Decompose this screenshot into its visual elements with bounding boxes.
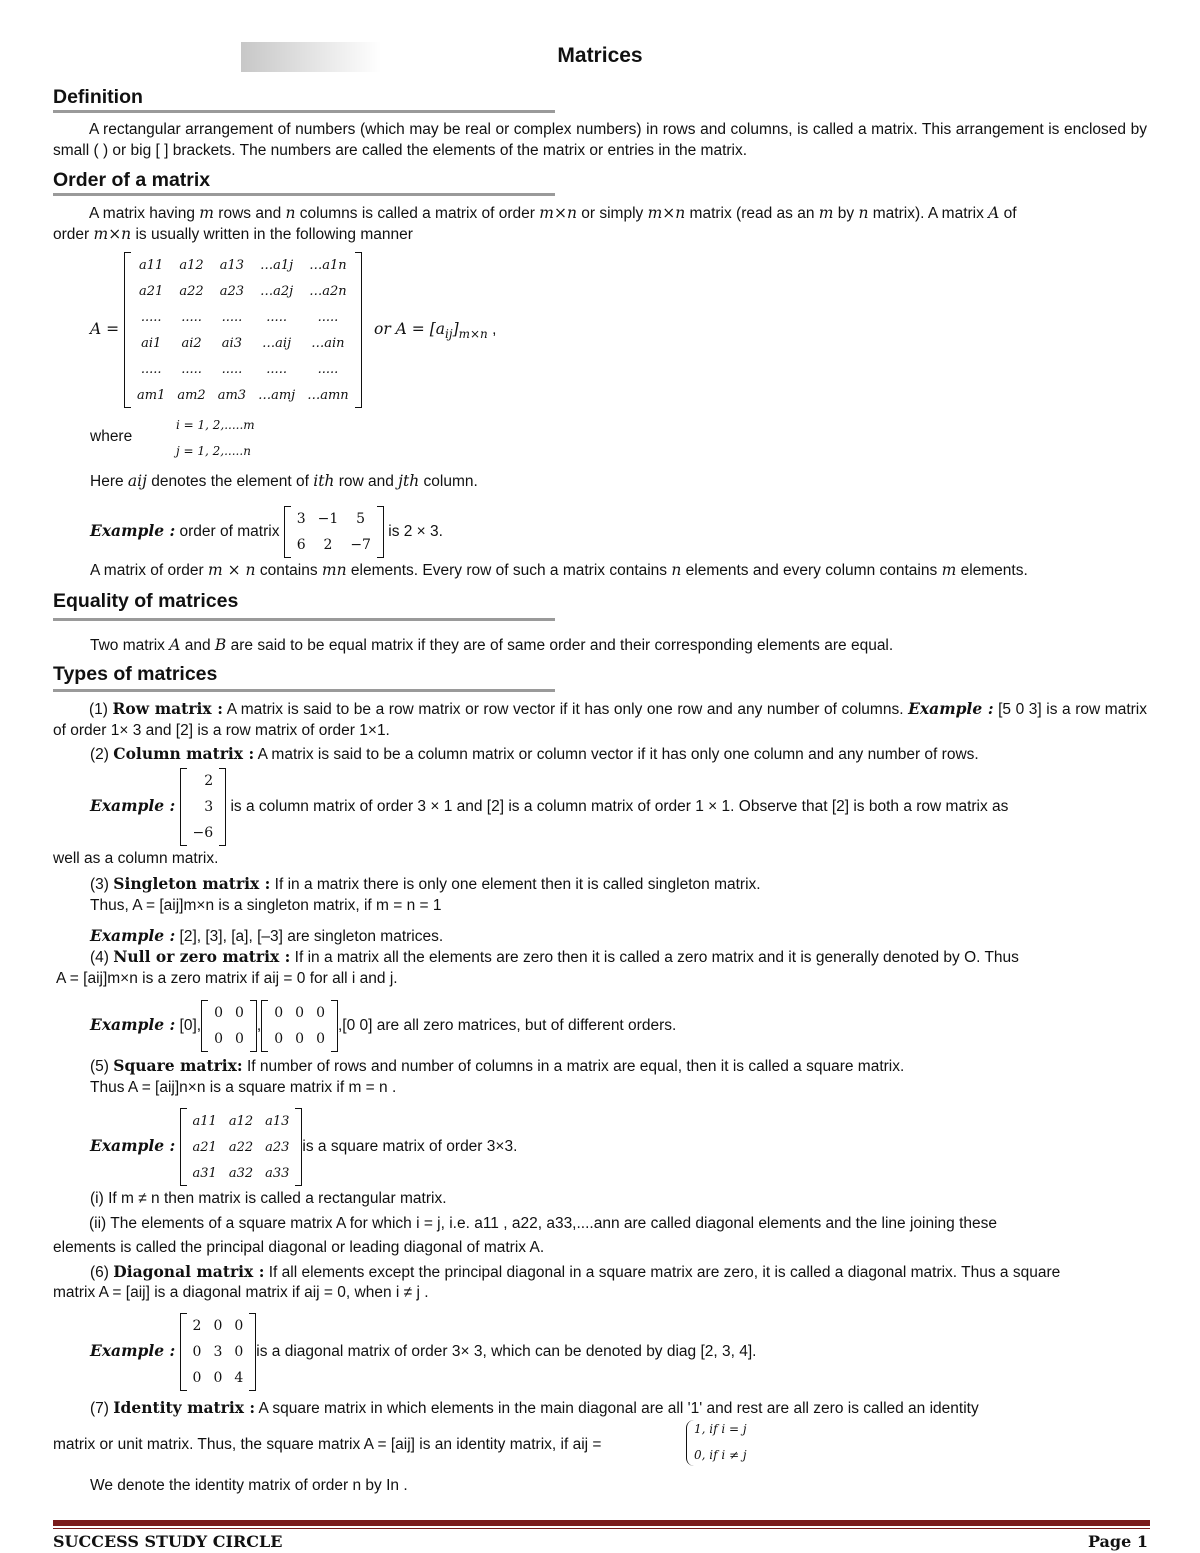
heading-rule — [53, 689, 555, 692]
i-range: i = 1, 2,.....m — [176, 418, 255, 432]
diagonal-matrix-item: (6) Diagonal matrix : If all elements except the principal diagonal in a square matrix are zero, it is called a diagonal matrix. Thus a square — [90, 1262, 1061, 1281]
row-matrix-item: (1) Row matrix : A matrix is said to be a row matrix or row vector if it has only one row and any number of columns. Example : [5 0 3] is a row matrix of order 1× 3 and [2] is a row matrix of order 1×1. — [53, 699, 1147, 739]
heading-order: Order of a matrix — [53, 169, 211, 191]
where-label: where — [90, 428, 133, 445]
element-note: Here aij denotes the element of ith row and jth column. — [90, 472, 478, 490]
identity-denote: We denote the identity matrix of order n by In . — [90, 1477, 408, 1494]
heading-types: Types of matrices — [53, 663, 218, 685]
footer-rule — [53, 1528, 1150, 1529]
heading-definition: Definition — [53, 86, 143, 108]
general-matrix: a11 a12 a13 …a1j …a1n a21 a22 a23 …a2j …a2n ..... ..... ..... ..... ..... ai1 ai2 ai3 …aij …ain ..... ..... ..... ..... ..... am1 am2 am3 …amj …amn — [124, 252, 362, 408]
diagonal-matrix-def: matrix A = [aij] is a diagonal matrix if aij = 0, when i ≠ j . — [53, 1284, 429, 1301]
heading-rule — [53, 193, 555, 196]
matrix-A-label: A = — [90, 320, 120, 338]
square-thus: Thus A = [aij]n×n is a square matrix if m = n . — [90, 1079, 397, 1096]
equality-body: Two matrix A and B are said to be equal matrix if they are of same order and their corresponding elements are equal. — [90, 636, 894, 654]
identity-matrix-item: (7) Identity matrix : A square matrix in which elements in the main diagonal are all '1' and rest are all zero is called an identity — [90, 1398, 979, 1417]
diagonal-example: Example : 2 0 0 0 3 0 0 0 4 is a diagonal matrix of order 3× 3, which can be denoted by diag [2, 3, 4]. — [90, 1313, 756, 1391]
identity-case-1: 1, if i = j — [694, 1422, 747, 1436]
footer-brand: SUCCESS STUDY CIRCLE — [53, 1532, 283, 1551]
diagonal-elements-note: (ii) The elements of a square matrix A for which i = j, i.e. a11 , a22, a33,....ann are called diagonal elements and the line joining these — [89, 1215, 998, 1232]
zero-matrix-def: A = [aij]m×n is a zero matrix if aij = 0 for all i and j. — [56, 970, 398, 987]
heading-rule — [53, 110, 555, 113]
column-matrix-item: (2) Column matrix : A matrix is said to be a column matrix or column vector if it has only one column and any number of rows. — [90, 744, 979, 763]
element-count: A matrix of order m × n contains mn elements. Every row of such a matrix contains n elements and every column contains m elements. — [90, 561, 1028, 579]
order-intro-2: order m×n is usually written in the following manner — [53, 225, 413, 243]
identity-case-2: 0, if i ≠ j — [694, 1448, 747, 1462]
heading-rule — [53, 618, 555, 621]
page-number: Page 1 — [1087, 1532, 1148, 1551]
matrix-A-compact: or $A = [a_{ij}]_{m\times n}$ , — [374, 320, 497, 342]
heading-equality: Equality of matrices — [53, 590, 239, 612]
definition-body: A rectangular arrangement of numbers (which may be real or complex numbers) in rows and columns, is called a matrix. This arrangement is enclosed by small ( ) or big [ ] brackets. The numbers are called the elements of the matrix or entries in the matrix. — [53, 121, 1147, 159]
square-example: Example : a11 a12 a13 a21 a22 a23 a31 a32 a33 is a square matrix of order 3×3. — [90, 1108, 517, 1186]
footer-rule — [53, 1520, 1150, 1526]
identity-matrix-def: matrix or unit matrix. Thus, the square matrix A = [aij] is an identity matrix, if aij = — [53, 1436, 602, 1453]
zero-example: Example : [0], 0 0 0 0 , 0 0 0 0 0 0 ,[0 0] are all zero matrices, but of different orders. — [90, 1000, 676, 1052]
column-example-cont: well as a column matrix. — [53, 850, 219, 867]
rectangular-note: (i) If m ≠ n then matrix is called a rectangular matrix. — [90, 1190, 447, 1207]
singleton-item: (3) Singleton matrix : If in a matrix there is only one element then it is called singleton matrix. — [90, 874, 761, 893]
zero-matrix-item: (4) Null or zero matrix : If in a matrix all the elements are zero then it is called a zero matrix and it is generally denoted by O. Thus — [90, 947, 1019, 966]
singleton-example: Example : [2], [3], [a], [–3] are singleton matrices. — [90, 926, 444, 945]
singleton-thus: Thus, A = [aij]m×n is a singleton matrix, if m = n = 1 — [90, 897, 442, 914]
j-range: j = 1, 2,.....n — [176, 444, 251, 458]
page-title: Matrices — [557, 44, 643, 67]
column-example: Example : 2 3 −6 is a column matrix of order 3 × 1 and [2] is a column matrix of order 1 × 1. Observe that [2] is both a row matrix as — [90, 768, 1008, 846]
square-matrix-item: (5) Square matrix: If number of rows and number of columns in a matrix are equal, then it is called a square matrix. — [90, 1056, 905, 1075]
order-intro: A matrix having m rows and n columns is called a matrix of order m×n or simply m×n matrix (read as an m by n matrix). A matrix A of — [89, 204, 1017, 222]
order-example: Example : order of matrix 3 −1 5 6 2 −7 is 2 × 3. — [90, 506, 443, 558]
diagonal-elements-note-cont: elements is called the principal diagonal or leading diagonal of matrix A. — [53, 1239, 545, 1256]
